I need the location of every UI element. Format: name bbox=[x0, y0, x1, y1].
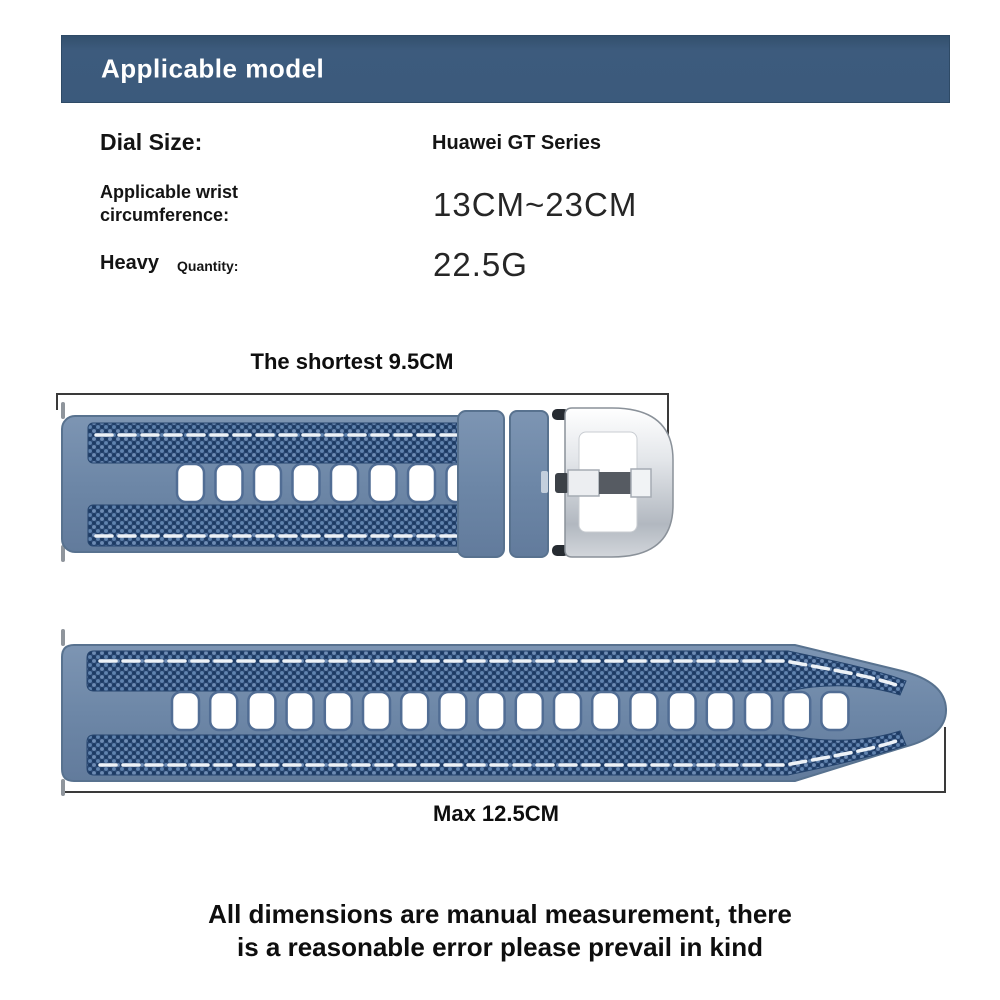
disclaimer-line-2: is a reasonable error please prevail in kind bbox=[236, 932, 764, 962]
woven-texture-top bbox=[87, 651, 906, 695]
weight-label: Heavy bbox=[100, 252, 159, 274]
dial-size-label: Dial Size: bbox=[100, 129, 203, 155]
section-header-banner bbox=[61, 35, 950, 103]
wrist-circumference-value: 13CM~23CM bbox=[433, 186, 638, 223]
dial-size-value: Huawei GT Series bbox=[432, 132, 601, 154]
buckle-pin bbox=[555, 469, 651, 497]
buckle bbox=[552, 408, 673, 557]
short-strap-image bbox=[40, 385, 700, 580]
woven-texture-top bbox=[88, 423, 462, 463]
disclaimer-note bbox=[0, 898, 1000, 964]
long-strap-image bbox=[40, 615, 970, 805]
section-title: Applicable model bbox=[101, 53, 325, 84]
weight-value: 22.5G bbox=[433, 246, 528, 283]
long-strap-dimension-label: Max 12.5CM bbox=[433, 801, 559, 826]
disclaimer-line-1: All dimensions are manual measurement, there bbox=[208, 899, 792, 929]
weight-sublabel: Quantity: bbox=[177, 258, 239, 274]
woven-texture-bottom bbox=[87, 731, 906, 775]
keeper-loops bbox=[458, 411, 548, 557]
wrist-circumference-label: Applicable wrist circumference: bbox=[100, 182, 239, 225]
short-strap-dimension-label: The shortest 9.5CM bbox=[250, 349, 454, 374]
woven-texture-bottom bbox=[88, 505, 462, 546]
